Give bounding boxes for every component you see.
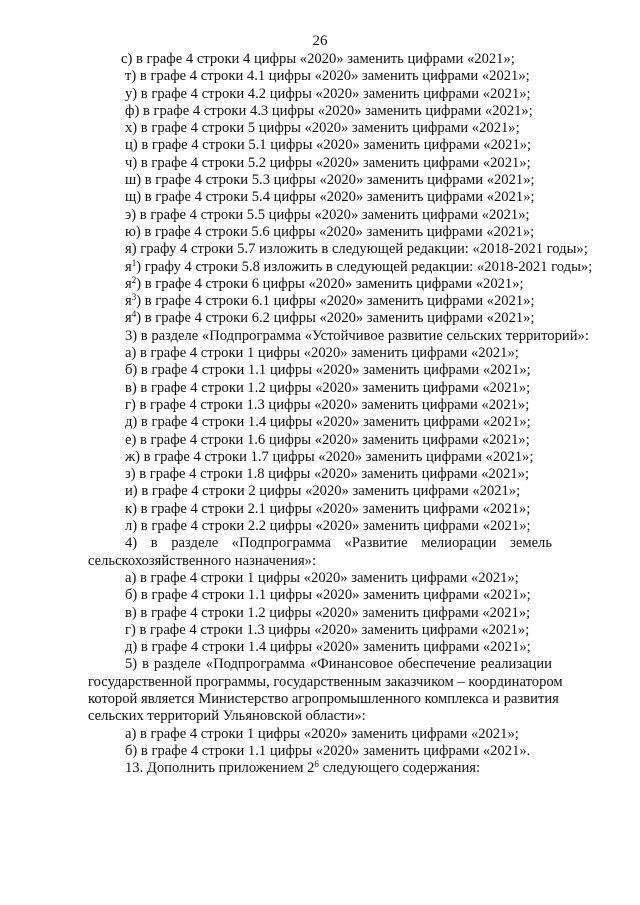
list-item: ю) в графе 4 строки 5.6 цифры «2020» заменить цифрами «2021»;	[125, 223, 535, 240]
list-item: ч) в графе 4 строки 5.2 цифры «2020» заменить цифрами «2021»;	[125, 154, 531, 171]
list-item: е) в графе 4 строки 1.6 цифры «2020» заменить цифрами «2021»;	[125, 431, 530, 448]
list-item: т) в графе 4 строки 4.1 цифры «2020» заменить цифрами «2021»;	[125, 68, 530, 85]
section-heading-continued: которой является Министерство агропромышленного комплекса и развития	[88, 690, 559, 707]
section-heading: 3) в разделе «Подпрограмма «Устойчивое развитие сельских территорий»:	[125, 327, 589, 344]
list-item: б) в графе 4 строки 1.1 цифры «2020» заменить цифрами «2021»;	[125, 587, 531, 604]
list-item: щ) в графе 4 строки 5.4 цифры «2020» заменить цифрами «2021»;	[125, 189, 535, 206]
list-item: я) графу 4 строки 5.7 изложить в следующей редакции: «2018-2021 годы»;	[125, 241, 588, 258]
list-item: г) в графе 4 строки 1.3 цифры «2020» заменить цифрами «2021»;	[125, 621, 530, 638]
list-item: г) в графе 4 строки 1.3 цифры «2020» заменить цифрами «2021»;	[125, 396, 530, 413]
list-item: а) в графе 4 строки 1 цифры «2020» заменить цифрами «2021»;	[125, 569, 519, 586]
list-item: а) в графе 4 строки 1 цифры «2020» заменить цифрами «2021»;	[125, 725, 519, 742]
list-item: х) в графе 4 строки 5 цифры «2020» заменить цифрами «2021»;	[125, 120, 520, 137]
list-item: з) в графе 4 строки 1.8 цифры «2020» заменить цифрами «2021»;	[125, 466, 530, 483]
section-heading: 5) в разделе «Подпрограмма «Финансовое обеспечение реализации	[125, 656, 552, 673]
document-body	[0, 51, 640, 777]
list-item: к) в графе 4 строки 2.1 цифры «2020» заменить цифрами «2021»;	[125, 500, 531, 517]
list-item: $я^3$) в графе 4 строки 6.1 цифры «2020» заменить цифрами «2021»;	[125, 292, 535, 310]
list-item: с) в графе 4 строки 4 цифры «2020» заменить цифрами «2021»;	[121, 51, 515, 67]
list-item: ц) в графе 4 строки 5.1 цифры «2020» заменить цифрами «2021»;	[125, 137, 532, 154]
list-item: б) в графе 4 строки 1.1 цифры «2020» заменить цифрами «2021»;	[125, 362, 531, 379]
list-item: у) в графе 4 строки 4.2 цифры «2020» заменить цифрами «2021»;	[125, 85, 531, 102]
list-item: ж) в графе 4 строки 1.7 цифры «2020» заменить цифрами «2021»;	[125, 448, 534, 465]
list-item: и) в графе 4 строки 2 цифры «2020» заменить цифрами «2021»;	[125, 483, 521, 500]
list-item: а) в графе 4 строки 1 цифры «2020» заменить цифрами «2021»;	[125, 345, 519, 362]
list-item: д) в графе 4 строки 1.4 цифры «2020» заменить цифрами «2021»;	[125, 639, 531, 656]
list-item: д) в графе 4 строки 1.4 цифры «2020» заменить цифрами «2021»;	[125, 414, 531, 431]
list-item: в) в графе 4 строки 1.2 цифры «2020» заменить цифрами «2021»;	[125, 604, 531, 621]
section-heading-continued: государственной программы, государственным заказчиком – координатором	[88, 673, 563, 690]
list-item: $я^1$) графу 4 строки 5.8 изложить в следующей редакции: «2018-2021 годы»;	[125, 257, 593, 275]
list-item: ш) в графе 4 строки 5.3 цифры «2020» заменить цифрами «2021»;	[125, 172, 535, 189]
list-item: э) в графе 4 строки 5.5 цифры «2020» заменить цифрами «2021»;	[125, 206, 530, 223]
section-heading-continued: сельскохозяйственного назначения»:	[88, 552, 317, 569]
list-item: ф) в графе 4 строки 4.3 цифры «2020» заменить цифрами «2021»;	[125, 102, 533, 119]
list-item: б) в графе 4 строки 1.1 цифры «2020» заменить цифрами «2021».	[125, 742, 531, 759]
list-item: л) в графе 4 строки 2.2 цифры «2020» заменить цифрами «2021»;	[125, 518, 531, 535]
section-heading-continued: сельских территорий Ульяновской области»:	[88, 708, 366, 725]
section-heading: 4) в разделе «Подпрограмма «Развитие мелиорации земель	[125, 535, 552, 552]
page-number: 26	[312, 33, 328, 49]
list-item: $я^2$) в графе 4 строки 6 цифры «2020» заменить цифрами «2021»;	[125, 274, 524, 292]
item-13: 13. Дополнить приложением $2^6$ следующего содержания:	[125, 759, 481, 777]
list-item: в) в графе 4 строки 1.2 цифры «2020» заменить цифрами «2021»;	[125, 379, 531, 396]
list-item: $я^4$) в графе 4 строки 6.2 цифры «2020» заменить цифрами «2021»;	[125, 309, 535, 327]
